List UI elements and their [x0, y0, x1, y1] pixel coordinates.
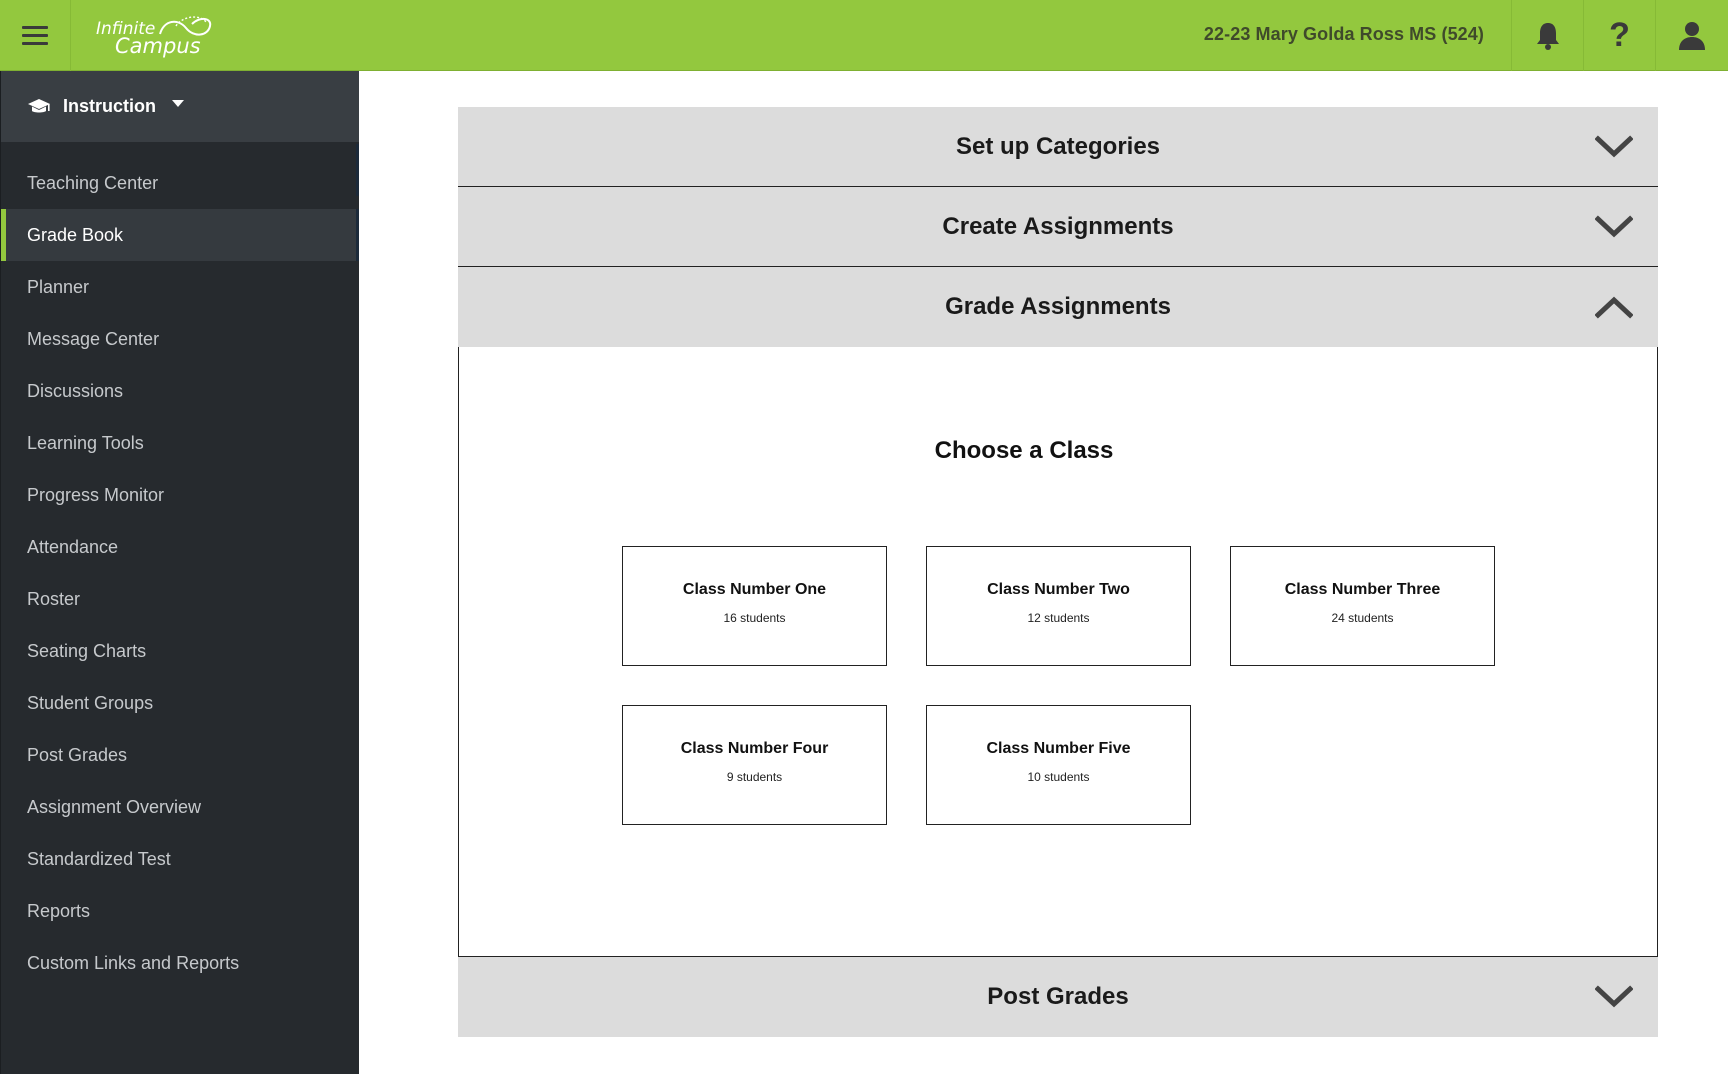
main-content [359, 71, 1728, 1074]
choose-class-heading: Choose a Class [934, 437, 1114, 464]
class-name: Class Number Two [987, 581, 1130, 598]
class-card-three[interactable] [1230, 546, 1495, 666]
student-count: 9 students [726, 770, 783, 784]
caret-down-icon [172, 100, 184, 107]
menu-button[interactable] [0, 0, 71, 71]
graduation-cap-icon [27, 98, 51, 116]
logo-line1: Infinite [96, 19, 156, 39]
grade-assignments-panel [458, 347, 1658, 957]
section-title: Create Assignments [942, 212, 1174, 240]
section-setup-categories[interactable] [458, 107, 1658, 187]
class-card-five[interactable] [926, 705, 1191, 825]
sidebar-item-attendance[interactable]: Attendance [27, 536, 119, 557]
chevron-up-icon [1595, 295, 1633, 319]
chevron-down-icon [1595, 985, 1633, 1009]
logo-line2: Campus [115, 34, 201, 58]
section-create-assignments[interactable] [458, 187, 1658, 267]
sidebar-item-planner[interactable]: Planner [27, 276, 90, 297]
section-post-grades[interactable] [458, 957, 1658, 1037]
sidebar-item-learning-tools[interactable]: Learning Tools [27, 432, 144, 453]
infinite-campus-logo[interactable] [96, 14, 216, 58]
sidebar-item-progress-monitor[interactable]: Progress Monitor [27, 484, 165, 505]
sidebar-item-post-grades[interactable]: Post Grades [27, 744, 128, 765]
student-count: 16 students [723, 611, 786, 625]
sidebar-item-reports[interactable]: Reports [27, 900, 91, 921]
chevron-down-icon [1595, 135, 1633, 159]
sidebar-item-message-center[interactable]: Message Center [27, 328, 160, 349]
student-count: 24 students [1331, 611, 1394, 625]
class-card-one[interactable] [622, 546, 887, 666]
help-button[interactable] [1583, 0, 1655, 71]
user-icon [1678, 21, 1706, 51]
sidebar-item-student-groups[interactable]: Student Groups [27, 692, 154, 713]
module-selector[interactable] [1, 71, 359, 142]
sidebar-item-standardized-test[interactable]: Standardized Test [27, 848, 171, 869]
gradebook-accordion [458, 107, 1658, 1037]
module-label: Instruction [63, 96, 156, 116]
section-title: Set up Categories [955, 132, 1161, 160]
sidebar [0, 71, 359, 1074]
hamburger-icon [22, 26, 48, 46]
sidebar-nav [1, 142, 359, 989]
sidebar-item-roster[interactable]: Roster [27, 588, 81, 609]
sidebar-item-custom-links-and-reports[interactable]: Custom Links and Reports [27, 952, 240, 973]
school-selector[interactable]: 22-23 Mary Golda Ross MS (524) [1203, 24, 1484, 44]
sidebar-item-discussions[interactable]: Discussions [27, 380, 124, 401]
class-card-two[interactable] [926, 546, 1191, 666]
sidebar-item-grade-book[interactable]: Grade Book [1, 209, 359, 261]
class-card-four[interactable] [622, 705, 887, 825]
top-bar [0, 0, 1728, 71]
sidebar-item-teaching-center[interactable]: Teaching Center [27, 172, 159, 193]
logo-swoosh-icon [156, 14, 214, 44]
class-name: Class Number One [682, 581, 827, 598]
question-icon: ? [1609, 16, 1630, 54]
student-count: 10 students [1027, 770, 1090, 784]
sidebar-item-assignment-overview[interactable]: Assignment Overview [27, 796, 202, 817]
section-grade-assignments[interactable] [458, 267, 1658, 347]
user-button[interactable] [1655, 0, 1728, 71]
section-title: Grade Assignments [945, 293, 1171, 320]
class-name: Class Number Four [680, 740, 829, 757]
section-title: Post Grades [987, 983, 1129, 1010]
sidebar-item-seating-charts[interactable]: Seating Charts [27, 640, 147, 661]
class-name: Class Number Five [986, 740, 1131, 757]
bell-icon [1535, 21, 1561, 51]
notifications-button[interactable] [1511, 0, 1583, 71]
class-name: Class Number Three [1284, 581, 1441, 598]
student-count: 12 students [1027, 611, 1090, 625]
chevron-down-icon [1595, 215, 1633, 239]
